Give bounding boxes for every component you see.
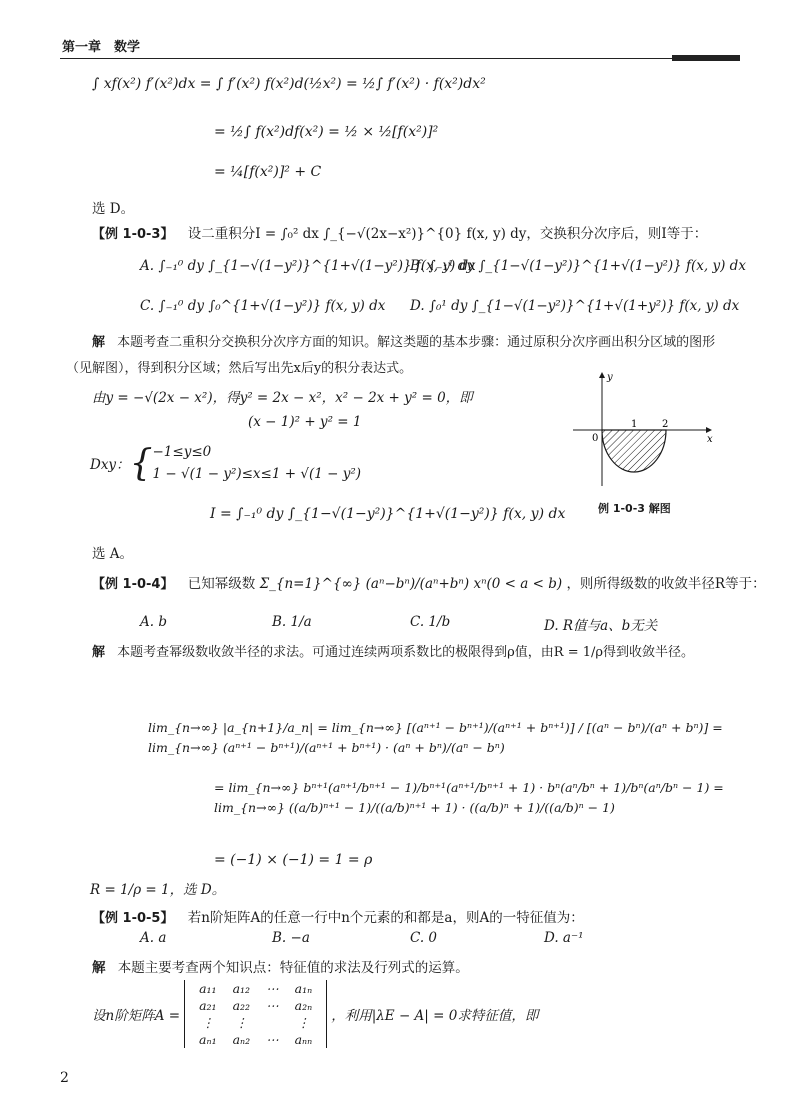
series-expression: Σ_{n=1}^{∞} (aⁿ−bⁿ)/(aⁿ+bⁿ) xⁿ(0 < a < b)	[259, 576, 563, 592]
option-b: B. ∫₋₁¹ dy ∫_{1−√(1−y²)}^{1+√(1−y²)} f(x, y) dx	[410, 258, 746, 274]
matrix-a	[184, 980, 327, 1048]
y-axis-label: y	[607, 372, 613, 383]
answer-text: 选 A。	[92, 546, 134, 562]
matrix-row	[191, 997, 320, 1014]
example-question: 若n阶矩阵A的任意一行中n个元素的和都是a，则A的一特征值为：	[187, 910, 584, 926]
solution-text: 本题考查幂级数收敛半径的求法。可通过连续两项系数比的极限得到ρ值，由R = 1/ρ得到收敛半径。	[117, 645, 695, 660]
option-a: A. a	[140, 930, 167, 946]
page-number: 2	[60, 1070, 69, 1086]
example-1-0-4	[92, 572, 766, 592]
matrix-cell: ⋯	[266, 981, 279, 996]
region-definition	[90, 441, 361, 485]
y-axis-arrow	[599, 372, 605, 378]
matrix-cell: ⋯	[266, 1032, 279, 1047]
matrix-cell	[258, 1014, 287, 1031]
region-label: Dxy：	[90, 457, 130, 473]
derivation-line: 由y = −√(2x − x²)，得y² = 2x − x²，x² − 2x + y² = 0，即	[92, 390, 473, 406]
region-row-2: 1 − √(1 − y²)≤x≤1 + √(1 − y²)	[152, 466, 362, 482]
x-axis-label: x	[707, 434, 713, 445]
matrix-cell: a₁₂	[232, 981, 251, 996]
option-d: D. ∫₀¹ dy ∫_{1−√(1−y²)}^{1+√(1+y²)} f(x, y) dx	[410, 298, 740, 314]
example-label: 【例 1-0-3】	[92, 227, 174, 242]
example-question: 设二重积分I = ∫₀² dx ∫_{−√(2x−x²)}^{0} f(x, y) dy，交换积分次序后，则I等于：	[187, 226, 708, 242]
header-rule	[60, 58, 672, 59]
example-1-0-3	[92, 222, 707, 242]
circle-equation: (x − 1)² + y² = 1	[248, 414, 362, 430]
solution-figure	[568, 368, 718, 493]
shaded-region	[602, 430, 666, 472]
matrix-cell: aₙ₂	[232, 1032, 251, 1047]
region-row-1: −1≤y≤0	[152, 444, 212, 460]
option-a: A. b	[140, 614, 167, 630]
example-label: 【例 1-0-5】	[92, 911, 174, 926]
solution-text: 本题考查二重积分交换积分次序方面的知识。解这类题的基本步骤：通过原积分次序画出积分区域的图形（见解图），得到积分区域；然后写出先x后y的积分表达式。	[66, 335, 716, 376]
question-prefix: 已知幂级数	[187, 576, 256, 592]
option-d: D. R值与a、b无关	[544, 618, 658, 634]
matrix-row	[191, 1031, 320, 1048]
matrix-cell: ⋮	[297, 1015, 310, 1030]
matrix-prefix: 设n阶矩阵A =	[92, 1008, 181, 1024]
matrix-cell: a₂₁	[199, 998, 217, 1013]
matrix-cell: ⋮	[235, 1015, 248, 1030]
option-c: C. ∫₋₁⁰ dy ∫₀^{1+√(1−y²)} f(x, y) dx	[140, 298, 386, 314]
origin-label: 0	[592, 433, 599, 444]
limit-line-3: = (−1) × (−1) = 1 = ρ	[214, 852, 373, 868]
answer-text: 选 D。	[92, 201, 135, 217]
question-suffix: ，则所得级数的收敛半径R等于：	[566, 576, 766, 592]
matrix-cell: aₙ₁	[199, 1032, 217, 1047]
chapter-header: 第一章 数学	[62, 40, 141, 55]
matrix-cell: ⋮	[201, 1015, 215, 1030]
matrix-cell: a₂ₙ	[294, 998, 313, 1013]
solution-text: 本题主要考查两个知识点：特征值的求法及行列式的运算。	[117, 960, 469, 976]
option-a: A. ∫₋₁⁰ dy ∫_{1−√(1−y²)}^{1+√(1−y²)} f(x, y) dx	[140, 258, 476, 274]
example-1-0-5	[92, 906, 584, 926]
x-axis-arrow	[706, 427, 712, 433]
tick-label-1: 1	[631, 419, 638, 430]
matrix-cell: a₁ₙ	[294, 981, 313, 996]
figure-caption: 例 1-0-3 解图	[598, 502, 671, 515]
option-b: B. 1/a	[272, 614, 312, 630]
solution-paragraph	[92, 956, 469, 976]
header-bar	[672, 55, 740, 61]
option-c: C. 0	[410, 930, 438, 946]
solution-paragraph	[66, 640, 736, 666]
solution-label: 解	[92, 335, 106, 350]
matrix-cell: a₂₂	[232, 998, 251, 1013]
limit-line-1: lim_{n→∞} |a_{n+1}/a_n| = lim_{n→∞} [(aⁿ⁺¹ − bⁿ⁺¹)/(aⁿ⁺¹ + bⁿ⁺¹)] / [(aⁿ − bⁿ)/(aⁿ + bⁿ)] = lim_{n→∞} (aⁿ⁺¹ − bⁿ⁺¹)/(aⁿ⁺¹ + bⁿ⁺¹) · (aⁿ + bⁿ)/(aⁿ − bⁿ)	[148, 720, 723, 755]
matrix-row	[191, 1014, 320, 1031]
matrix-statement	[92, 980, 538, 1048]
option-c: C. 1/b	[410, 614, 451, 630]
result-integral: I = ∫₋₁⁰ dy ∫_{1−√(1−y²)}^{1+√(1−y²)} f(x, y) dx	[210, 506, 566, 522]
matrix-cell: aₙₙ	[294, 1032, 313, 1047]
equation-line-2: = ½∫ f(x²)df(x²) = ½ × ½[f(x²)]²	[214, 124, 439, 140]
example-label: 【例 1-0-4】	[92, 577, 174, 592]
matrix-row	[191, 980, 320, 997]
matrix-suffix: ，利用|λE − A| = 0求特征值，即	[331, 1008, 539, 1024]
matrix-cell: a₁₁	[199, 981, 217, 996]
option-b: B. −a	[272, 930, 310, 946]
brace-symbol: {	[129, 442, 153, 484]
equation-line-3: = ¼[f(x²)]² + C	[214, 164, 322, 180]
tick-label-2: 2	[662, 419, 669, 430]
answer-text: R = 1/ρ = 1，选 D。	[90, 882, 226, 898]
option-d: D. a⁻¹	[544, 930, 584, 946]
equation-line-1: ∫ xf(x²) f′(x²)dx = ∫ f′(x²) f(x²)d(½x²) = ½∫ f′(x²) · f(x²)dx²	[92, 76, 486, 92]
solution-label: 解	[92, 645, 106, 660]
matrix-cell: ⋯	[266, 998, 279, 1013]
solution-label: 解	[92, 960, 106, 976]
limit-line-2: = lim_{n→∞} bⁿ⁺¹(aⁿ⁺¹/bⁿ⁺¹ − 1)/bⁿ⁺¹(aⁿ⁺¹/bⁿ⁺¹ + 1) · bⁿ(aⁿ/bⁿ + 1)/bⁿ(aⁿ/bⁿ − 1) = lim_{n→∞} ((a/b)ⁿ⁺¹ − 1)/((a/b)ⁿ⁺¹ + 1) · ((a/b)ⁿ + 1)/((a/b)ⁿ − 1)	[214, 780, 724, 815]
